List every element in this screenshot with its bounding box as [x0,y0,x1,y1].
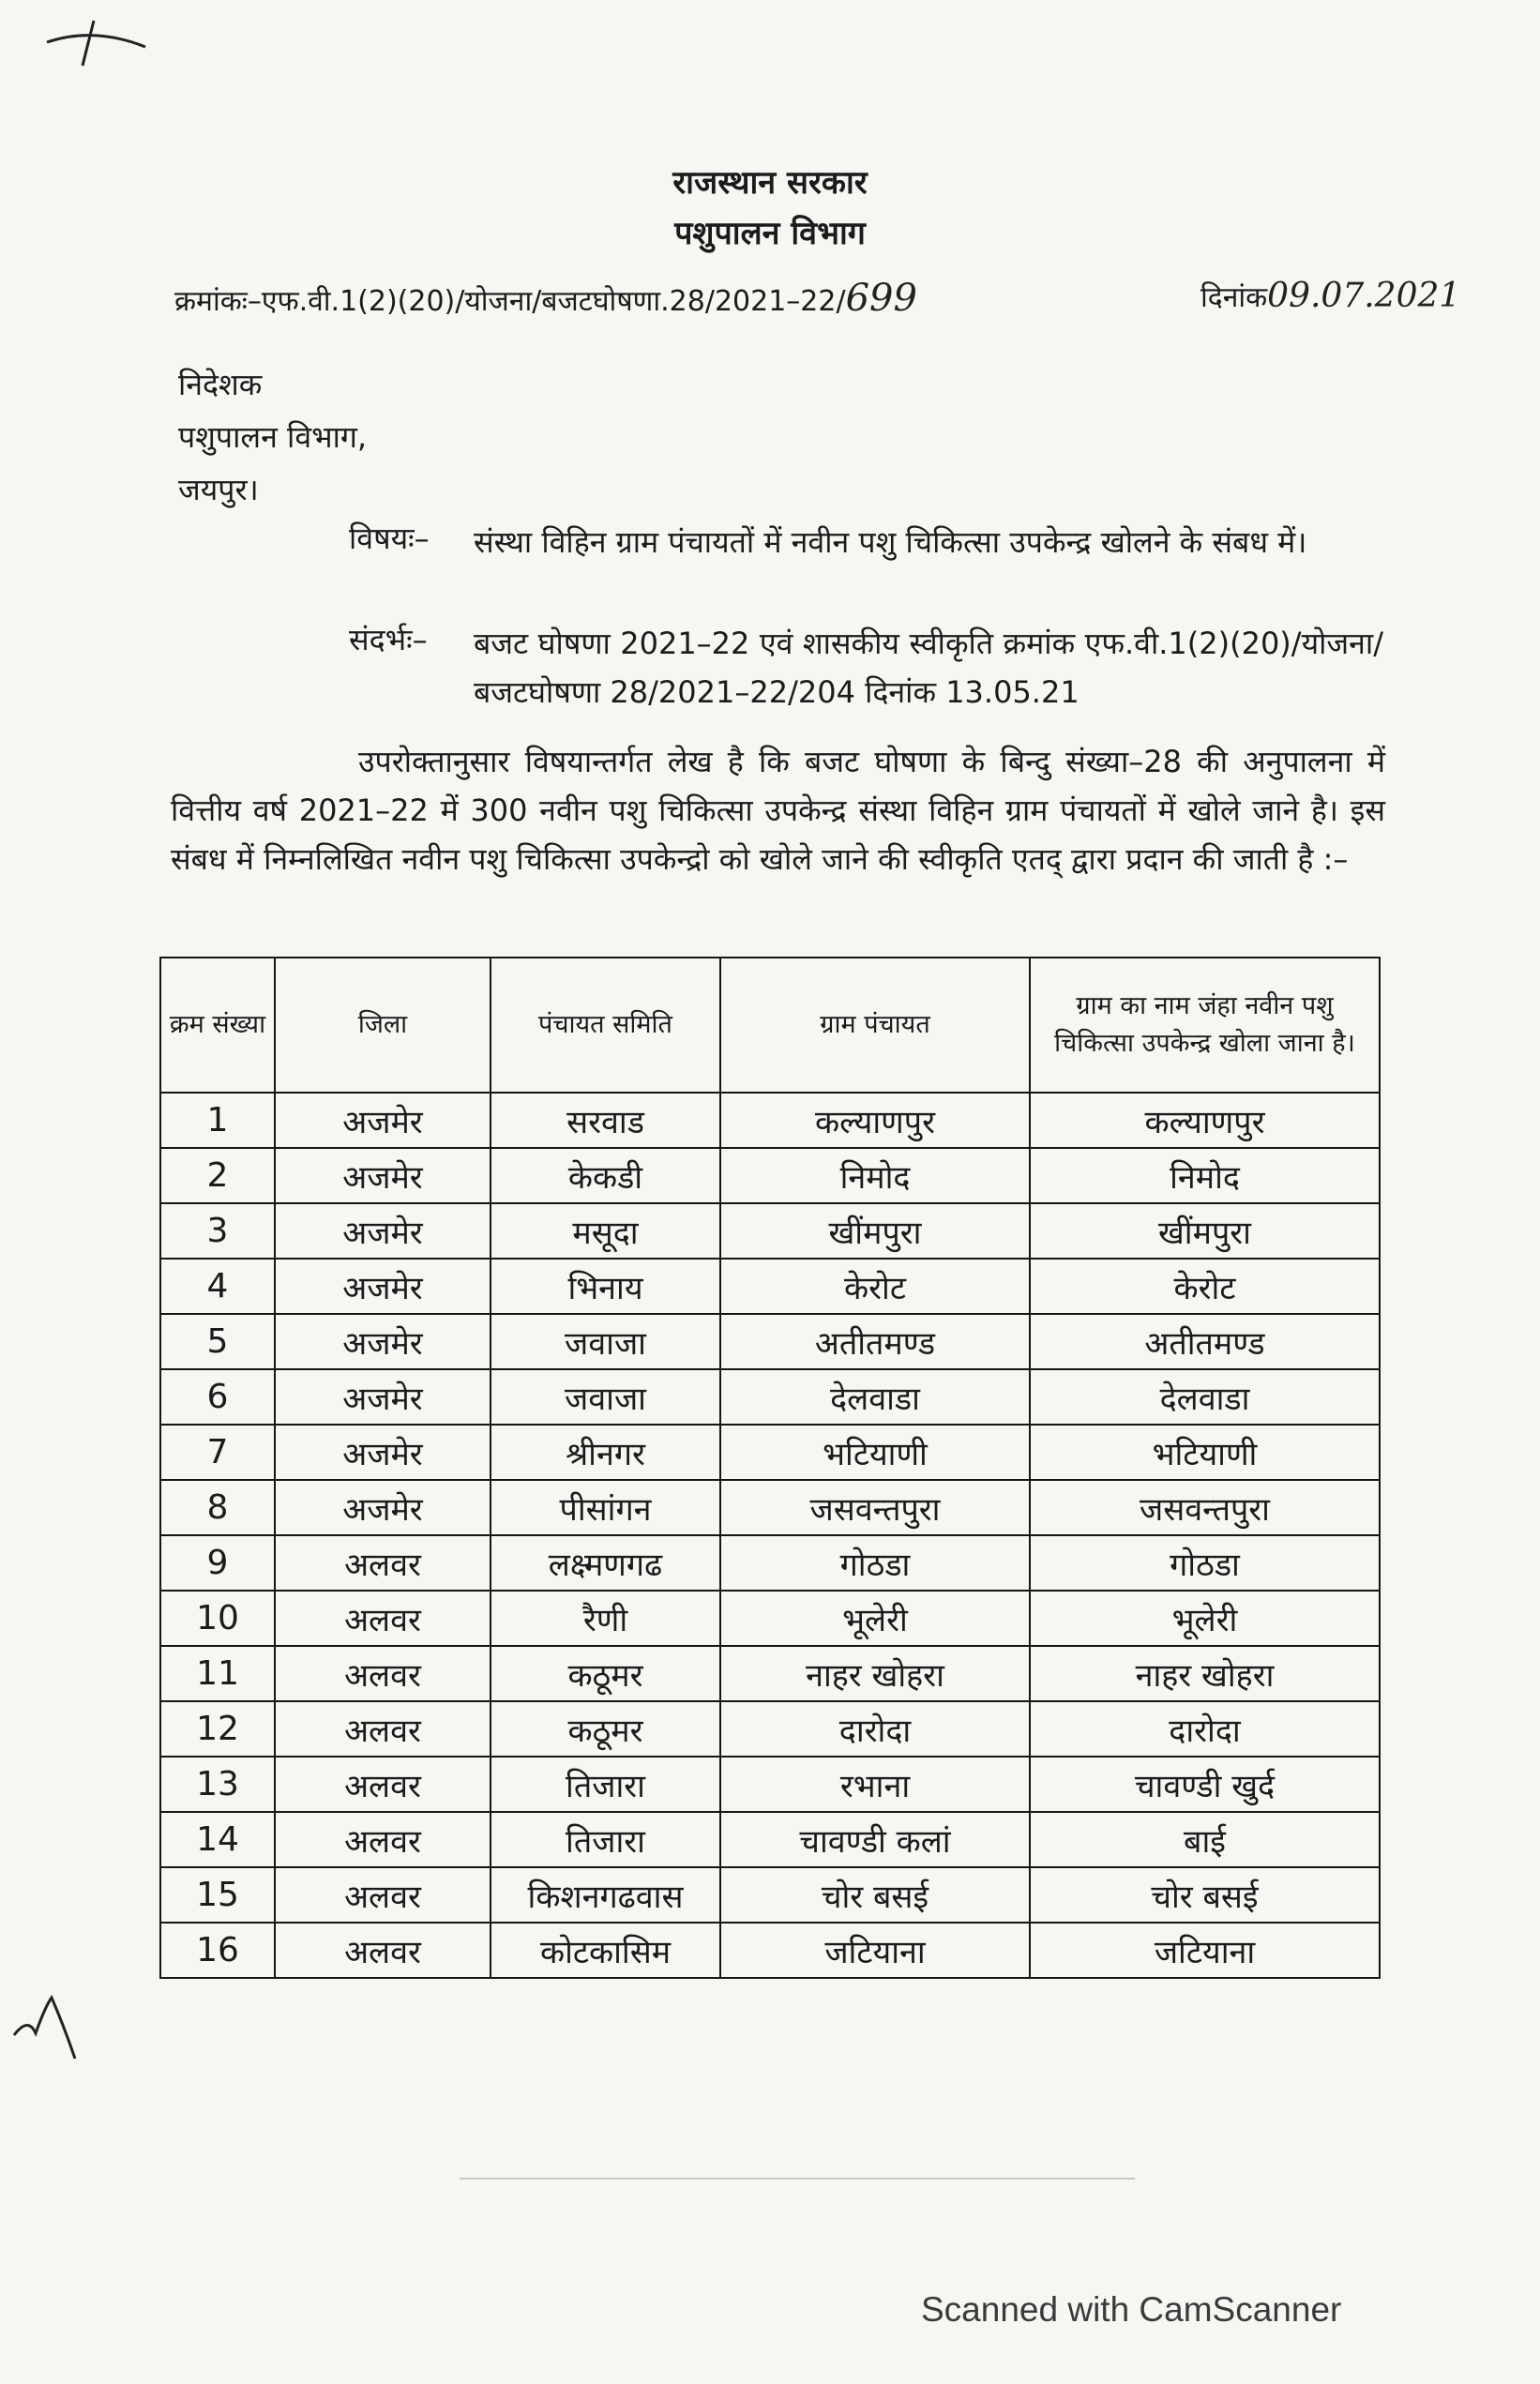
reference-number-printed: क्रमांकः–एफ.वी.1(2)(20)/योजना/बजटघोषणा.28/2021–22/ [174,285,846,318]
cell-gram-panchayat: निमोद [720,1148,1030,1203]
table-row [160,1480,1380,1535]
cell-panchayat-samiti: लक्ष्मणगढ [491,1535,720,1591]
cell-village-name: भूलेरी [1030,1591,1380,1646]
cell-serial: 16 [160,1923,275,1978]
cell-village-name: भटियाणी [1030,1425,1380,1480]
header-panchayat-samiti: पंचायत समिति [491,958,720,1093]
cell-serial: 2 [160,1148,275,1203]
cell-panchayat-samiti: पीसांगन [491,1480,720,1535]
table-row [160,1535,1380,1591]
cell-panchayat-samiti: कठूमर [491,1646,720,1701]
handwritten-mark-top-left [38,9,159,75]
header-serial: क्रम संख्या [160,958,275,1093]
context-text: बजट घोषणा 2021–22 एवं शासकीय स्वीकृति क्रमांक एफ.वी.1(2)(20)/योजना/बजटघोषणा 28/2021–22/204 दिनांक 13.05.21 [474,626,1383,710]
cell-panchayat-samiti: मसूदा [491,1203,720,1259]
header-gram-panchayat: ग्राम पंचायत [720,958,1030,1093]
cell-village-name: जटियाना [1030,1923,1380,1978]
cell-serial: 6 [160,1369,275,1425]
cell-district: अलवर [275,1867,491,1923]
table-row [160,1867,1380,1923]
cell-panchayat-samiti: श्रीनगर [491,1425,720,1480]
subject-text: संस्था विहिन ग्राम पंचायतों में नवीन पशु चिकित्सा उपकेन्द्र खोलने के संबध में। [474,524,1307,560]
cell-village-name: दारोदा [1030,1701,1380,1757]
cell-district: अलवर [275,1757,491,1812]
cell-village-name: अतीतमण्ड [1030,1314,1380,1369]
table-row [160,1259,1380,1314]
cell-district: अजमेर [275,1425,491,1480]
cell-village-name: निमोद [1030,1148,1380,1203]
addressee-line-3: जयपुर। [178,472,259,507]
cell-gram-panchayat: दारोदा [720,1701,1030,1757]
cell-village-name: केरोट [1030,1259,1380,1314]
reference-date [1200,277,1460,315]
table-row [160,1757,1380,1812]
cell-panchayat-samiti: जवाजा [491,1314,720,1369]
table-row [160,1203,1380,1259]
addressee-line-2: पशुपालन विभाग, [178,419,368,455]
cell-panchayat-samiti: सरवाड [491,1093,720,1148]
cell-gram-panchayat: केरोट [720,1259,1030,1314]
cell-village-name: बाई [1030,1812,1380,1867]
cell-serial: 7 [160,1425,275,1480]
addressee-block [178,358,367,516]
cell-serial: 15 [160,1867,275,1923]
reference-number [174,277,917,320]
table-body [160,1093,1380,1978]
cell-panchayat-samiti: रैणी [491,1591,720,1646]
body-paragraph: उपरोक्तानुसार विषयान्तर्गत लेख है कि बजट घोषणा के बिन्दु संख्या–28 की अनुपालना में वित्तीय वर्ष 2021–22 में 300 नवीन पशु चिकित्सा उपकेन्द्र संस्था विहिन ग्राम पंचायतों में खोले जाने है। इस संबध में निम्नलिखित नवीन पशु चिकित्सा उपकेन्द्रो को खोले जाने की स्वीकृति एतद् द्वारा प्रदान की जाती है :– [171,744,1385,877]
cell-serial: 14 [160,1812,275,1867]
date-label: दिनांक [1200,281,1268,314]
cell-district: अजमेर [275,1203,491,1259]
cell-panchayat-samiti: कोटकासिम [491,1923,720,1978]
cell-serial: 13 [160,1757,275,1812]
table-row [160,1591,1380,1646]
cell-district: अलवर [275,1646,491,1701]
bottom-rule [460,2178,1135,2180]
cell-district: अजमेर [275,1093,491,1148]
cell-serial: 4 [160,1259,275,1314]
cell-district: अजमेर [275,1148,491,1203]
cell-gram-panchayat: देलवाडा [720,1369,1030,1425]
cell-gram-panchayat: रभाना [720,1757,1030,1812]
table-row [160,1923,1380,1978]
header-village-name: ग्राम का नाम जंहा नवीन पशु चिकित्सा उपकेन्द्र खोला जाना है। [1030,958,1380,1093]
subject-label: विषयः– [349,521,430,556]
cell-village-name: कल्याणपुर [1030,1093,1380,1148]
cell-serial: 12 [160,1701,275,1757]
cell-panchayat-samiti: तिजारा [491,1812,720,1867]
cell-gram-panchayat: गोठडा [720,1535,1030,1591]
cell-village-name: जसवन्तपुरा [1030,1480,1380,1535]
cell-village-name: खींमपुरा [1030,1203,1380,1259]
cell-serial: 9 [160,1535,275,1591]
table-row [160,1093,1380,1148]
cell-gram-panchayat: चावण्डी कलां [720,1812,1030,1867]
department-title: पशुपालन विभाग [674,215,866,252]
table-header-row [160,958,1380,1093]
cell-panchayat-samiti: केकडी [491,1148,720,1203]
cell-district: अलवर [275,1812,491,1867]
cell-district: अजमेर [275,1314,491,1369]
cell-gram-panchayat: भटियाणी [720,1425,1030,1480]
cell-district: अलवर [275,1535,491,1591]
cell-gram-panchayat: चोर बसई [720,1867,1030,1923]
cell-district: अलवर [275,1591,491,1646]
table-row [160,1425,1380,1480]
addressee-line-1: निदेशक [178,367,263,402]
cell-gram-panchayat: भूलेरी [720,1591,1030,1646]
cell-panchayat-samiti: कठूमर [491,1701,720,1757]
cell-serial: 1 [160,1093,275,1148]
govt-title: राजस्थान सरकार [672,164,868,202]
cell-panchayat-samiti: जवाजा [491,1369,720,1425]
cell-gram-panchayat: जसवन्तपुरा [720,1480,1030,1535]
cell-gram-panchayat: नाहर खोहरा [720,1646,1030,1701]
cell-village-name: चोर बसई [1030,1867,1380,1923]
table-row [160,1369,1380,1425]
cell-serial: 8 [160,1480,275,1535]
handwritten-signature-mark [9,1979,84,2063]
cell-panchayat-samiti: किशनगढवास [491,1867,720,1923]
table-row [160,1701,1380,1757]
cell-gram-panchayat: कल्याणपुर [720,1093,1030,1148]
cell-district: अलवर [275,1701,491,1757]
cell-district: अजमेर [275,1369,491,1425]
context-label: संदर्भः– [349,622,428,657]
cell-district: अजमेर [275,1480,491,1535]
cell-village-name: देलवाडा [1030,1369,1380,1425]
date-handwritten: 09.07.2021 [1267,277,1461,315]
cell-gram-panchayat: जटियाना [720,1923,1030,1978]
table-row [160,1812,1380,1867]
cell-gram-panchayat: अतीतमण्ड [720,1314,1030,1369]
reference-number-handwritten: 699 [845,277,917,320]
cell-panchayat-samiti: भिनाय [491,1259,720,1314]
cell-village-name: गोठडा [1030,1535,1380,1591]
cell-village-name: नाहर खोहरा [1030,1646,1380,1701]
table-row [160,1646,1380,1701]
table-row [160,1314,1380,1369]
cell-serial: 10 [160,1591,275,1646]
cell-district: अलवर [275,1923,491,1978]
cell-district: अजमेर [275,1259,491,1314]
table-row [160,1148,1380,1203]
header-district: जिला [275,958,491,1093]
cell-serial: 11 [160,1646,275,1701]
upkendra-table [159,957,1381,1979]
cell-village-name: चावण्डी खुर्द [1030,1757,1380,1812]
cell-serial: 5 [160,1314,275,1369]
cell-gram-panchayat: खींमपुरा [720,1203,1030,1259]
scanner-watermark: Scanned with CamScanner [921,2290,1342,2329]
cell-serial: 3 [160,1203,275,1259]
cell-panchayat-samiti: तिजारा [491,1757,720,1812]
